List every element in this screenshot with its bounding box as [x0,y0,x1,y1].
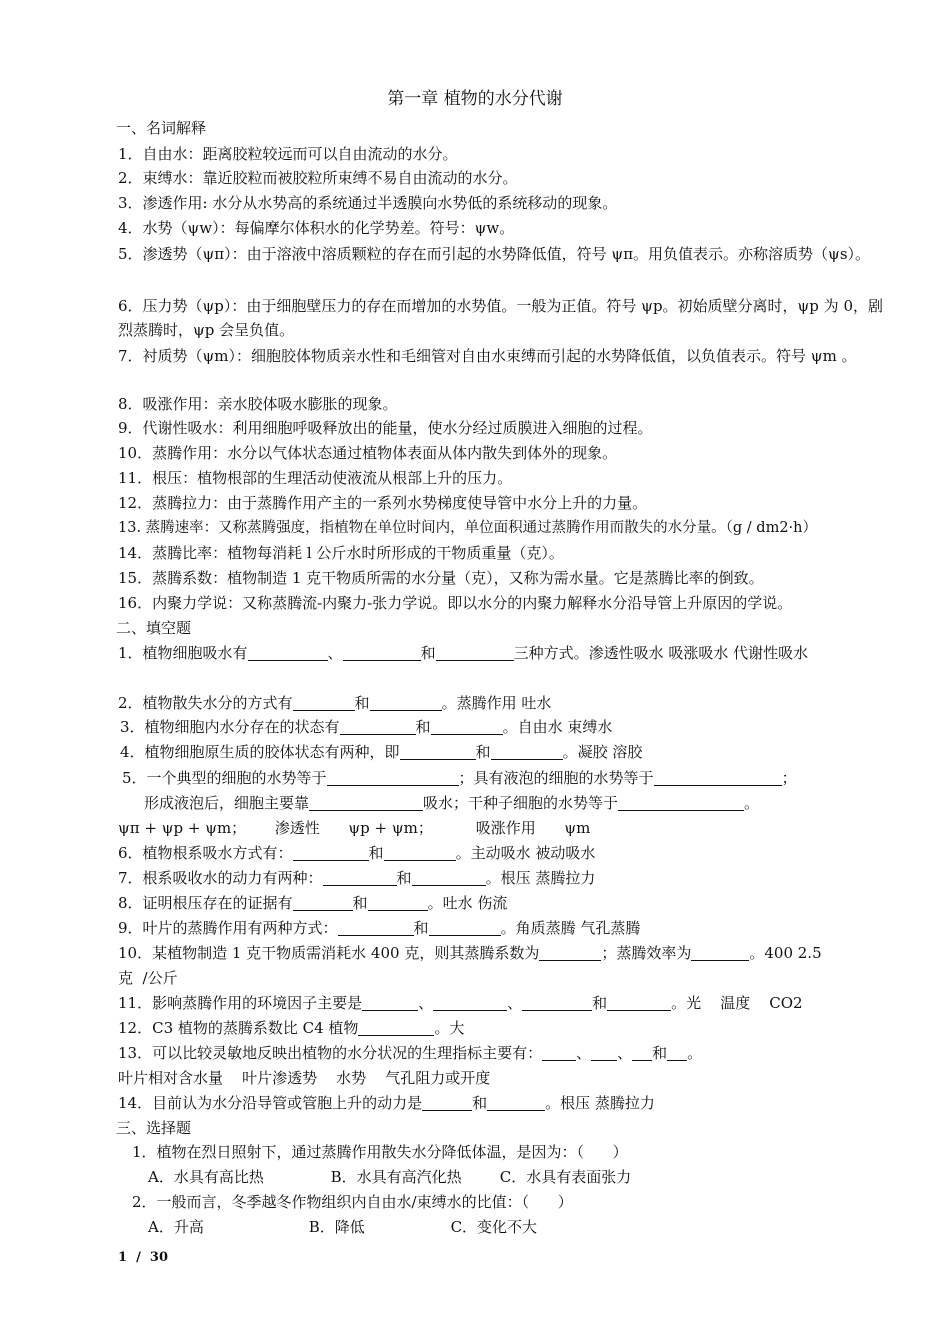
definition-item: 1．自由水：距离胶粒较远而可以自由流动的水分。 [118,145,458,163]
answer-blank [400,743,476,760]
definition-item: 2．束缚水：靠近胶粒而被胶粒所束缚不易自由流动的水分。 [118,169,518,187]
answer-blank [293,844,369,861]
definition-item: 6．压力势（ψp）：由于细胞壁压力的存在而增加的水势值。一般为正值。符号 ψp。初始质壁分离时，ψp 为 0，剧烈蒸腾时，ψp 会呈负值。 [118,297,883,339]
answer-blank [433,994,507,1011]
fill-question-14: 14．目前认为水分沿导管或管胞上升的动力是 和 。根压 蒸腾拉力 [118,1094,655,1112]
answer-blank [691,944,749,961]
definition-item: 9．代谢性吸水：利用细胞呼吸释放出的能量，使水分经过质膜进入细胞的过程。 [118,419,653,437]
answer-blank [632,1044,652,1061]
section-heading-fill-blank: 二、填空题 [116,619,192,637]
page-number: 1 / 30 [118,1250,168,1265]
choice-question-2: 2．一般而言，冬季越冬作物组织内自由水/束缚水的比值：（ ） [132,1193,573,1211]
fill-question-11: 11．影响蒸腾作用的环境因子主要是 、 、 和 。光 温度 CO2 [118,994,803,1012]
answer-blank [591,1044,617,1061]
answer-blank [323,869,397,886]
answer-blank [539,944,601,961]
definition-item: 4．水势（ψw）：每偏摩尔体积水的化学势差。符号：ψw。 [118,219,515,237]
answer-blank [343,644,421,661]
answer-blank [293,894,353,911]
answer-blank [358,1019,434,1036]
fill-question-5-cont: 形成液泡后，细胞主要靠 吸水；干种子细胞的水势等于 。 [144,794,760,812]
fill-question-5-answers: ψπ + ψp + ψm； 渗透性 ψp + ψm； 吸涨作用 ψm [118,819,591,837]
definition-item: 5．渗透势（ψπ）：由于溶液中溶质颗粒的存在而引起的水势降低值，符号 ψπ。用负值表示。亦称溶质势（ψs）。 [118,245,871,263]
fill-question-12: 12．C3 植物的蒸腾系数比 C4 植物 。大 [118,1019,465,1037]
section-heading-choice: 三、选择题 [116,1119,192,1137]
fill-question-7: 7．根系吸收水的动力有两种： 和 。根压 蒸腾拉力 [118,869,596,887]
answer-blank [431,718,503,735]
fill-question-8: 8．证明根压存在的证据有 和 。吐水 伤流 [118,894,508,912]
definition-item: 15．蒸腾系数：植物制造 1 克干物质所需的水分量（克），又称为需水量。它是蒸腾比率的倒致。 [118,569,764,587]
fill-question-9: 9．叶片的蒸腾作用有两种方式： 和 。角质蒸腾 气孔蒸腾 [118,919,641,937]
fill-question-10-cont: 克 /公斤 [118,969,178,987]
answer-blank [618,794,744,811]
definition-item: 16．内聚力学说：又称蒸腾流-内聚力-张力学说。即以水分的内聚力解释水分沿导管上升原因的学说。 [118,594,793,612]
answer-blank [338,919,414,936]
answer-blank [309,794,423,811]
definition-item: 8．吸涨作用：亲水胶体吸水膨胀的现象。 [118,395,398,413]
answer-blank [412,869,486,886]
fill-question-10: 10．某植物制造 1 克干物质需消耗水 400 克，则其蒸腾系数为 ；蒸腾效率为 。400 2.5 [118,944,822,962]
answer-blank [293,694,355,711]
chapter-title: 第一章 植物的水分代谢 [387,89,563,109]
answer-blank [542,1044,576,1061]
fill-question-13: 13．可以比较灵敏地反映出植物的水分状况的生理指标主要有： 、 、 和 。 [118,1044,703,1062]
fill-question-5: 5．一个典型的细胞的水势等于 ；具有液泡的细胞的水势等于 ； [122,769,797,787]
choice-question-1: 1．植物在烈日照射下，通过蒸腾作用散失水分降低体温，是因为：（ ） [132,1143,628,1161]
choice-question-1-options: A．水具有高比热 B．水具有高汽化热 C．水具有表面张力 [148,1168,632,1186]
answer-blank [368,894,428,911]
definition-item: 13. 蒸腾速率：又称蒸腾强度，指植物在单位时间内，单位面积通过蒸腾作用而散失的水分量。（g / dm2·h） [118,520,818,536]
answer-blank [362,994,418,1011]
answer-blank [422,1094,472,1111]
definition-item: 3．渗透作用: 水分从水势高的系统通过半透膜向水势低的系统移动的现象。 [118,194,618,212]
definition-item: 7．衬质势（ψm）：细胞胶体物质亲水性和毛细管对自由水束缚而引起的水势降低值，以负值表示。符号 ψm 。 [118,347,857,365]
fill-question-3: 3．植物细胞内水分存在的状态有 和 。自由水 束缚水 [120,718,613,736]
answer-blank [327,769,459,786]
definition-item: 11．根压：植物根部的生理活动使液流从根部上升的压力。 [118,469,513,487]
answer-blank [340,718,416,735]
answer-blank [429,919,501,936]
answer-blank [607,994,671,1011]
fill-question-6: 6．植物根系吸水方式有： 和 。主动吸水 被动吸水 [118,844,596,862]
answer-blank [487,1094,545,1111]
fill-question-1: 1．植物细胞吸水有 、 和 三种方式。渗透性吸水 吸涨吸水 代谢性吸水 [118,644,809,662]
answer-blank [667,1044,687,1061]
choice-question-2-options: A．升高 B．降低 C．变化不大 [148,1218,538,1236]
answer-blank [370,694,442,711]
definition-item: 12．蒸腾拉力：由于蒸腾作用产主的一系列水势梯度使导管中水分上升的力量。 [118,494,648,512]
answer-blank [491,743,563,760]
fill-question-4: 4．植物细胞原生质的胶体状态有两种，即 和 。凝胶 溶胶 [120,743,643,761]
answer-blank [248,644,328,661]
definition-item: 14．蒸腾比率：植物每消耗 l 公斤水时所形成的干物质重量（克）。 [118,544,564,562]
answer-blank [654,769,782,786]
answer-blank [384,844,456,861]
answer-blank [522,994,592,1011]
definition-item: 10．蒸腾作用：水分以气体状态通过植物体表面从体内散失到体外的现象。 [118,444,618,462]
answer-blank [436,644,514,661]
section-heading-definitions: 一、名词解释 [116,119,207,137]
fill-question-13-answers: 叶片相对含水量 叶片渗透势 水势 气孔阻力或开度 [118,1069,491,1087]
fill-question-2: 2．植物散失水分的方式有 和 。蒸腾作用 吐水 [118,694,552,712]
